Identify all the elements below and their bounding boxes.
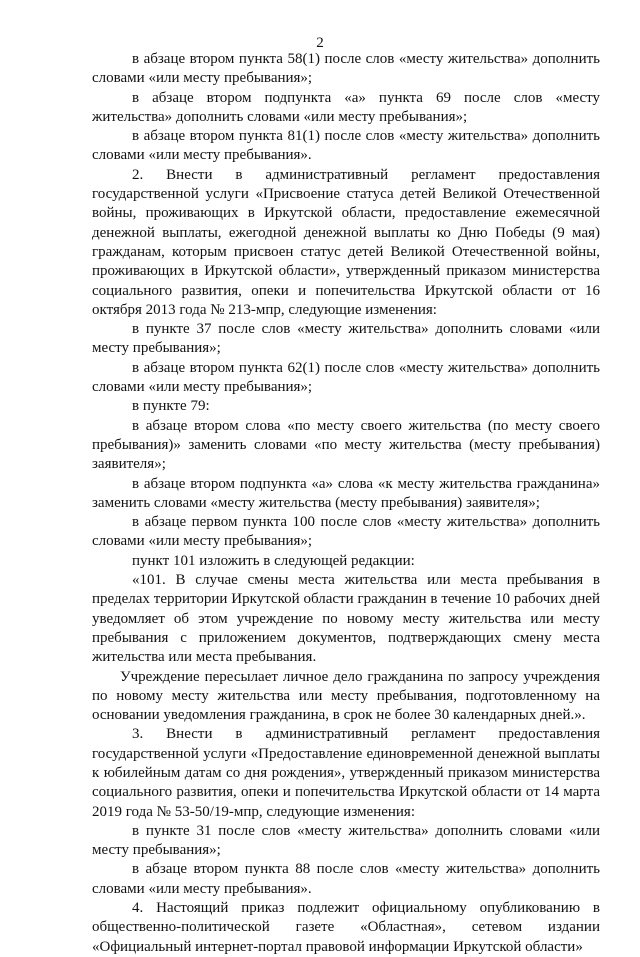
paragraph: Учреждение пересылает личное дело гражданина по запросу учреждения по новому месту жительства или месту пребывания, подготовленному на основании уведомления гражданина, в срок не более 30 календарных дней.». (92, 668, 600, 724)
paragraph: в абзаце втором слова «по месту своего жительства (по месту своего пребывания)» заменить словами «по месту жительства (месту пребывания) заявителя»; (92, 417, 600, 473)
paragraph: в пункте 79: (132, 398, 210, 415)
paragraph: «101. В случае смены места жительства или места пребывания в пределах территории Иркутской области гражданин в течение 10 рабочих дней уведомляет об этом учреждение по новому месту жительства или месту пребывания с приложением документов, подтверждающих смену места жительства или места пребывания. (92, 572, 600, 666)
paragraph: 3. Внести в административный регламент предоставления государственной услуги «Предоставление единовременной денежной выплаты к юбилейным датам со дня рождения», утвержденный приказом министерства социального развития, опеки и попечительства Иркутской области от 14 марта 2019 года № 53-50/19-мпр, следующие изменения: (92, 726, 600, 820)
paragraph: 4. Настоящий приказ подлежит официальному опубликованию в общественно-политической газете «Областная», сетевом издании «Официальный интернет-портал правовой информации Иркутской области» (92, 900, 600, 955)
page-number: 2 (316, 35, 324, 51)
paragraph: в абзаце первом пункта 100 после слов «месту жительства» дополнить словами «или месту пребывания»; (92, 514, 600, 550)
paragraph: в абзаце втором пункта 62(1) после слов «месту жительства» дополнить словами «или месту пребывания»; (92, 359, 600, 396)
paragraph: в пункте 31 после слов «месту жительства» дополнить словами «или месту пребывания»; (92, 822, 600, 859)
paragraph: в абзаце втором пункта 58(1) после слов «месту жительства» дополнить словами «или месту пребывания»; (92, 51, 600, 87)
paragraph: в пункте 37 после слов «месту жительства» дополнить словами «или месту пребывания»; (92, 321, 600, 357)
document-body (92, 50, 600, 957)
paragraph: в абзаце втором пункта 81(1) после слов «месту жительства» дополнить словами «или месту пребывания». (92, 128, 600, 164)
paragraph: в абзаце втором пункта 88 после слов «месту жительства» дополнить словами «или месту пребывания». (92, 861, 600, 897)
paragraph: 2. Внести в административный регламент предоставления государственной услуги «Присвоение статуса детей Великой Отечественной войны, проживающих в Иркутской области, предоставление ежемесячной денежной выплаты, ежегодной денежной выплаты ко Дню Победы (9 мая) гражданам, которым присвоен статус детей Великой Отечественной войны, проживающих в Иркутской области», утвержденный приказом министерства социального развития, опеки и попечительства Иркутской области от 16 октября 2013 года № 213-мпр, следующие изменения: (92, 166, 600, 318)
paragraph: пункт 101 изложить в следующей редакции: (132, 552, 415, 569)
paragraph: в абзаце втором подпункта «а» слова «к месту жительства гражданина» заменить словами «месту жительства (месту пребывания) заявителя»; (92, 475, 600, 511)
paragraph: в абзаце втором подпункта «а» пункта 69 после слов «месту жительства» дополнить словами «или месту пребывания»; (92, 89, 600, 125)
